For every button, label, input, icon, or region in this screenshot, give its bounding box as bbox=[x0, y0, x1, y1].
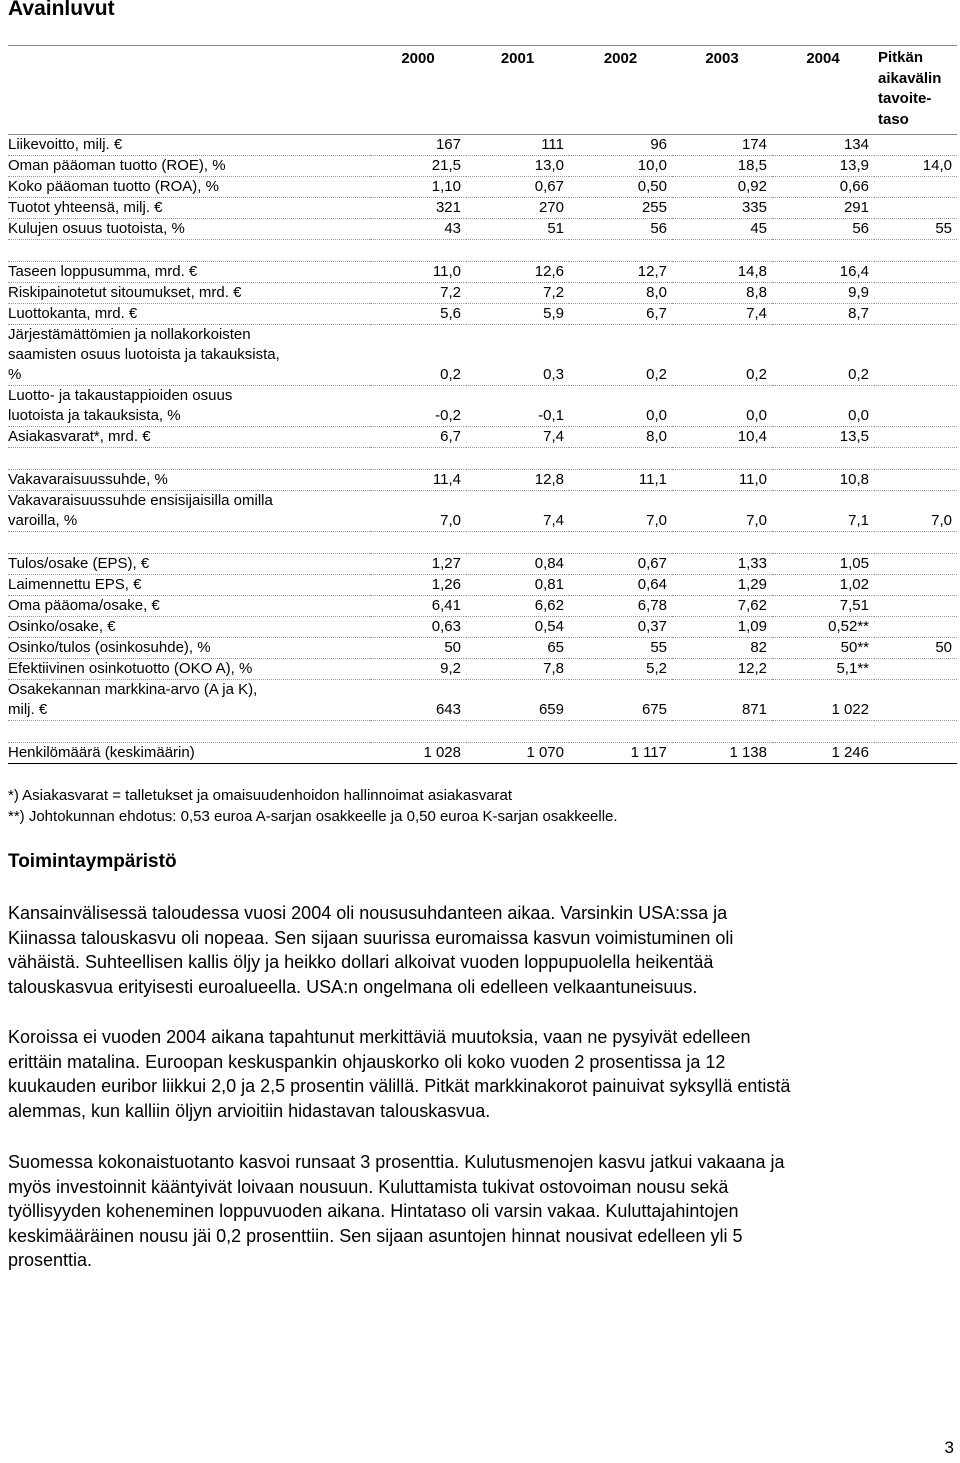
table-header-row bbox=[8, 46, 957, 135]
row-label-line: Luottokanta, mrd. € bbox=[8, 305, 138, 322]
paragraph-line: prosenttia. bbox=[8, 1250, 93, 1271]
row-label bbox=[8, 156, 370, 177]
row-label-line: Osakekannan markkina-arvo (A ja K), bbox=[8, 681, 258, 698]
spacer-cell bbox=[8, 532, 370, 554]
row-label bbox=[8, 219, 370, 240]
target-cell bbox=[874, 325, 957, 386]
value-cell: 5,2 bbox=[569, 659, 672, 680]
row-label bbox=[8, 596, 370, 617]
paragraph-line: myös investoinnit kääntyivät loivaan nousuun. Kuluttamista tukivat ostovoiman nousu sekä bbox=[8, 1176, 729, 1197]
spacer-cell bbox=[569, 721, 672, 743]
row-label-line: Asiakasvarat*, mrd. € bbox=[8, 428, 151, 445]
target-cell bbox=[874, 177, 957, 198]
table-row bbox=[8, 283, 957, 304]
row-label-line: Kulujen osuus tuotoista, % bbox=[8, 220, 185, 237]
target-cell bbox=[874, 427, 957, 448]
value-cell: 11,4 bbox=[370, 470, 466, 491]
row-label-line: Osinko/osake, € bbox=[8, 618, 116, 635]
row-label bbox=[8, 135, 370, 156]
row-label bbox=[8, 617, 370, 638]
table-row bbox=[8, 135, 957, 156]
row-label bbox=[8, 177, 370, 198]
spacer-cell bbox=[466, 448, 569, 470]
spacer-cell bbox=[466, 532, 569, 554]
row-label-line: Efektiivinen osinkotuotto (OKO A), % bbox=[8, 660, 253, 677]
target-cell: 7,0 bbox=[874, 491, 957, 532]
value-cell: 255 bbox=[569, 198, 672, 219]
spacer-cell bbox=[8, 448, 370, 470]
target-cell bbox=[874, 386, 957, 427]
paragraph-line: Kiinassa talouskasvu oli nopeaa. Sen sijaan suurissa euromaissa kasvun voimistuminen oli bbox=[8, 927, 734, 948]
spacer-cell bbox=[874, 240, 957, 262]
row-label bbox=[8, 198, 370, 219]
spacer-cell bbox=[569, 532, 672, 554]
value-cell: 7,0 bbox=[672, 491, 772, 532]
value-cell: 0,0 bbox=[569, 386, 672, 427]
row-label-line: saamisten osuus luotoista ja takauksista, bbox=[8, 346, 280, 363]
footnotes bbox=[8, 785, 618, 827]
value-cell: 12,6 bbox=[466, 262, 569, 283]
paragraph-line: Koroissa ei vuoden 2004 aikana tapahtunut merkittäviä muutoksia, vaan ne pysyivät edelleen bbox=[8, 1027, 751, 1047]
year-header: 2001 bbox=[466, 46, 569, 135]
value-cell: 6,62 bbox=[466, 596, 569, 617]
section-title: Toimintaympäristö bbox=[8, 851, 177, 872]
value-cell: 6,7 bbox=[370, 427, 466, 448]
value-cell: 7,4 bbox=[466, 427, 569, 448]
spacer-cell bbox=[569, 448, 672, 470]
paragraph-line: talouskasvua erityisesti euroalueella. USA:n ongelmana oli edelleen velkaantuneisuus. bbox=[8, 976, 698, 997]
value-cell: 1,26 bbox=[370, 575, 466, 596]
table-spacer-row bbox=[8, 721, 957, 743]
value-cell: 0,50 bbox=[569, 177, 672, 198]
page-title: Avainluvut bbox=[8, 0, 115, 20]
value-cell: 43 bbox=[370, 219, 466, 240]
value-cell: 55 bbox=[569, 638, 672, 659]
target-cell bbox=[874, 617, 957, 638]
value-cell: 16,4 bbox=[772, 262, 874, 283]
value-cell: 1 117 bbox=[569, 743, 672, 764]
value-cell: 11,1 bbox=[569, 470, 672, 491]
row-label-line: % bbox=[8, 366, 22, 383]
target-cell bbox=[874, 596, 957, 617]
target-cell bbox=[874, 198, 957, 219]
spacer-cell bbox=[370, 721, 466, 743]
target-cell bbox=[874, 680, 957, 721]
paragraph bbox=[8, 901, 948, 999]
table-row bbox=[8, 575, 957, 596]
row-label-line: Taseen loppusumma, mrd. € bbox=[8, 263, 198, 280]
spacer-cell bbox=[672, 448, 772, 470]
value-cell: 12,2 bbox=[672, 659, 772, 680]
value-cell: 270 bbox=[466, 198, 569, 219]
value-cell: 50** bbox=[772, 638, 874, 659]
value-cell: 8,7 bbox=[772, 304, 874, 325]
value-cell: 0,2 bbox=[672, 325, 772, 386]
value-cell: 6,7 bbox=[569, 304, 672, 325]
row-label-line: Laimennettu EPS, € bbox=[8, 576, 142, 593]
spacer-cell bbox=[874, 721, 957, 743]
value-cell: 1 246 bbox=[772, 743, 874, 764]
value-cell: 1,29 bbox=[672, 575, 772, 596]
target-cell bbox=[874, 304, 957, 325]
value-cell: 7,1 bbox=[772, 491, 874, 532]
paragraph-line: vähäistä. Suhteellisen kallis öljy ja heikko dollari alkoivat vuoden loppupuolella heikentää bbox=[8, 952, 714, 973]
spacer-cell bbox=[772, 448, 874, 470]
header-label-cell bbox=[8, 46, 370, 135]
table-row bbox=[8, 386, 957, 427]
row-label-line: Tuotot yhteensä, milj. € bbox=[8, 199, 163, 216]
target-cell: 55 bbox=[874, 219, 957, 240]
value-cell: 0,2 bbox=[772, 325, 874, 386]
target-cell bbox=[874, 470, 957, 491]
value-cell: 0,0 bbox=[672, 386, 772, 427]
paragraph bbox=[8, 1150, 948, 1273]
row-label bbox=[8, 638, 370, 659]
spacer-cell bbox=[874, 532, 957, 554]
year-header: 2003 bbox=[672, 46, 772, 135]
table-row bbox=[8, 198, 957, 219]
table-row bbox=[8, 325, 957, 386]
table-row bbox=[8, 177, 957, 198]
row-label-line: milj. € bbox=[8, 701, 48, 718]
target-cell bbox=[874, 262, 957, 283]
table-body bbox=[8, 135, 957, 764]
value-cell: 82 bbox=[672, 638, 772, 659]
target-cell bbox=[874, 554, 957, 575]
paragraph-line: työllisyyden koheneminen loppuvuoden aikana. Hintataso oli varsin vakaa. Kuluttajahintojen bbox=[8, 1201, 739, 1222]
value-cell: 8,0 bbox=[569, 283, 672, 304]
table-row bbox=[8, 638, 957, 659]
value-cell: 0,3 bbox=[466, 325, 569, 386]
row-label-line: Koko pääoman tuotto (ROA), % bbox=[8, 178, 219, 195]
table-row bbox=[8, 659, 957, 680]
spacer-cell bbox=[370, 448, 466, 470]
spacer-cell bbox=[569, 240, 672, 262]
value-cell: 12,8 bbox=[466, 470, 569, 491]
value-cell: 1 070 bbox=[466, 743, 569, 764]
value-cell: 50 bbox=[370, 638, 466, 659]
paragraph-line: erittäin matalina. Euroopan keskuspankin ohjauskorko oli koko vuoden 2 prosentissa ja 12 bbox=[8, 1051, 726, 1072]
row-label-line: Luotto- ja takaustappioiden osuus bbox=[8, 387, 233, 404]
row-label-line: Tulos/osake (EPS), € bbox=[8, 555, 150, 572]
value-cell: 5,6 bbox=[370, 304, 466, 325]
year-header: 2004 bbox=[772, 46, 874, 135]
value-cell: 10,4 bbox=[672, 427, 772, 448]
spacer-cell bbox=[8, 240, 370, 262]
table-row bbox=[8, 427, 957, 448]
value-cell: 659 bbox=[466, 680, 569, 721]
value-cell: 335 bbox=[672, 198, 772, 219]
table-row bbox=[8, 156, 957, 177]
footnote: *) Asiakasvarat = talletukset ja omaisuudenhoidon hallinnoimat asiakasvarat bbox=[8, 787, 513, 804]
value-cell: 0,67 bbox=[466, 177, 569, 198]
value-cell: 7,0 bbox=[370, 491, 466, 532]
footnote: **) Johtokunnan ehdotus: 0,53 euroa A-sarjan osakkeelle ja 0,50 euroa K-sarjan osakkeelle. bbox=[8, 808, 618, 825]
paragraph-line: kuukauden euribor liikkui 2,0 ja 2,5 prosentin välillä. Pitkät markkinakorot painuivat syksyllä entistä bbox=[8, 1076, 791, 1097]
value-cell: 8,8 bbox=[672, 283, 772, 304]
value-cell: 7,8 bbox=[466, 659, 569, 680]
target-cell bbox=[874, 659, 957, 680]
value-cell: 12,7 bbox=[569, 262, 672, 283]
value-cell: -0,1 bbox=[466, 386, 569, 427]
row-label bbox=[8, 554, 370, 575]
row-label-line: Järjestämättömien ja nollakorkoisten bbox=[8, 326, 251, 343]
row-label bbox=[8, 283, 370, 304]
value-cell: 5,1** bbox=[772, 659, 874, 680]
value-cell: 13,0 bbox=[466, 156, 569, 177]
value-cell: 1,02 bbox=[772, 575, 874, 596]
value-cell: 8,0 bbox=[569, 427, 672, 448]
value-cell: 10,8 bbox=[772, 470, 874, 491]
table-row bbox=[8, 680, 957, 721]
table-row bbox=[8, 470, 957, 491]
paragraph-line: Suomessa kokonaistuotanto kasvoi runsaat 3 prosenttia. Kulutusmenojen kasvu jatkui vakaana ja bbox=[8, 1152, 785, 1172]
table-row bbox=[8, 596, 957, 617]
value-cell: 18,5 bbox=[672, 156, 772, 177]
value-cell: 871 bbox=[672, 680, 772, 721]
row-label-line: luotoista ja takauksista, % bbox=[8, 407, 181, 424]
row-label-line: Osinko/tulos (osinkosuhde), % bbox=[8, 639, 211, 656]
paragraph-line: keskimääräinen nousu jäi 0,2 prosenttiin. Sen sijaan asuntojen hinnat nousivat edelleen yli 5 bbox=[8, 1225, 743, 1246]
value-cell: 21,5 bbox=[370, 156, 466, 177]
spacer-cell bbox=[466, 721, 569, 743]
value-cell: 0,2 bbox=[370, 325, 466, 386]
row-label bbox=[8, 491, 370, 532]
row-label bbox=[8, 386, 370, 427]
row-label-line: varoilla, % bbox=[8, 512, 78, 529]
row-label bbox=[8, 262, 370, 283]
row-label-line: Vakavaraisuussuhde ensisijaisilla omilla bbox=[8, 492, 273, 509]
value-cell: 9,2 bbox=[370, 659, 466, 680]
row-label bbox=[8, 470, 370, 491]
value-cell: 1,33 bbox=[672, 554, 772, 575]
row-label bbox=[8, 743, 370, 764]
value-cell: 0,37 bbox=[569, 617, 672, 638]
spacer-cell bbox=[8, 721, 370, 743]
value-cell: 6,41 bbox=[370, 596, 466, 617]
target-header-line: taso bbox=[878, 110, 909, 128]
row-label bbox=[8, 427, 370, 448]
row-label bbox=[8, 575, 370, 596]
target-cell: 50 bbox=[874, 638, 957, 659]
spacer-cell bbox=[874, 448, 957, 470]
row-label-line: Liikevoitto, milj. € bbox=[8, 136, 123, 153]
value-cell: 291 bbox=[772, 198, 874, 219]
table-spacer-row bbox=[8, 532, 957, 554]
value-cell: 1,09 bbox=[672, 617, 772, 638]
value-cell: 7,4 bbox=[466, 491, 569, 532]
paragraph-line: Kansainvälisessä taloudessa vuosi 2004 oli noususuhdanteen aikaa. Varsinkin USA:ssa ja bbox=[8, 903, 728, 923]
value-cell: 0,0 bbox=[772, 386, 874, 427]
value-cell: 6,78 bbox=[569, 596, 672, 617]
value-cell: 14,8 bbox=[672, 262, 772, 283]
value-cell: 1,27 bbox=[370, 554, 466, 575]
table-row bbox=[8, 262, 957, 283]
row-label bbox=[8, 659, 370, 680]
value-cell: 1 138 bbox=[672, 743, 772, 764]
value-cell: 7,2 bbox=[466, 283, 569, 304]
value-cell: 56 bbox=[569, 219, 672, 240]
key-figures-table bbox=[8, 45, 957, 764]
target-header-line: tavoite- bbox=[878, 90, 932, 107]
value-cell: 0,63 bbox=[370, 617, 466, 638]
target-header-line: aikavälin bbox=[878, 69, 942, 87]
year-header: 2000 bbox=[370, 46, 466, 135]
target-cell bbox=[874, 135, 957, 156]
target-cell bbox=[874, 283, 957, 304]
value-cell: 65 bbox=[466, 638, 569, 659]
value-cell: 7,0 bbox=[569, 491, 672, 532]
value-cell: 111 bbox=[466, 135, 569, 156]
table-row bbox=[8, 554, 957, 575]
row-label bbox=[8, 304, 370, 325]
value-cell: 0,52** bbox=[772, 617, 874, 638]
row-label-line: Henkilömäärä (keskimäärin) bbox=[8, 744, 195, 761]
value-cell: 0,84 bbox=[466, 554, 569, 575]
row-label-line: Oman pääoman tuotto (ROE), % bbox=[8, 157, 226, 174]
spacer-cell bbox=[370, 532, 466, 554]
row-label-line: Vakavaraisuussuhde, % bbox=[8, 471, 168, 488]
value-cell: 7,62 bbox=[672, 596, 772, 617]
row-label bbox=[8, 325, 370, 386]
paragraph bbox=[8, 1025, 948, 1123]
table-row bbox=[8, 304, 957, 325]
spacer-cell bbox=[772, 721, 874, 743]
value-cell: 0,67 bbox=[569, 554, 672, 575]
value-cell: 1,10 bbox=[370, 177, 466, 198]
value-cell: 9,9 bbox=[772, 283, 874, 304]
value-cell: 0,81 bbox=[466, 575, 569, 596]
target-cell bbox=[874, 575, 957, 596]
value-cell: 10,0 bbox=[569, 156, 672, 177]
spacer-cell bbox=[672, 532, 772, 554]
target-cell: 14,0 bbox=[874, 156, 957, 177]
row-label-line: Riskipainotetut sitoumukset, mrd. € bbox=[8, 284, 242, 301]
target-header-line: Pitkän bbox=[878, 49, 924, 66]
value-cell: 134 bbox=[772, 135, 874, 156]
table-row bbox=[8, 617, 957, 638]
value-cell: 56 bbox=[772, 219, 874, 240]
value-cell: 0,54 bbox=[466, 617, 569, 638]
spacer-cell bbox=[466, 240, 569, 262]
spacer-cell bbox=[772, 240, 874, 262]
table-row bbox=[8, 743, 957, 764]
value-cell: 13,5 bbox=[772, 427, 874, 448]
spacer-cell bbox=[672, 721, 772, 743]
value-cell: 0,64 bbox=[569, 575, 672, 596]
value-cell: 7,4 bbox=[672, 304, 772, 325]
value-cell: 643 bbox=[370, 680, 466, 721]
spacer-cell bbox=[672, 240, 772, 262]
value-cell: 11,0 bbox=[370, 262, 466, 283]
value-cell: 5,9 bbox=[466, 304, 569, 325]
value-cell: 7,51 bbox=[772, 596, 874, 617]
row-label bbox=[8, 680, 370, 721]
paragraph-line: alemmas, kun kalliin öljyn arvioitiin hidastavan talouskasvua. bbox=[8, 1100, 491, 1121]
target-header bbox=[874, 46, 957, 135]
value-cell: 167 bbox=[370, 135, 466, 156]
table-spacer-row bbox=[8, 240, 957, 262]
table-row bbox=[8, 219, 957, 240]
spacer-cell bbox=[370, 240, 466, 262]
value-cell: 0,66 bbox=[772, 177, 874, 198]
value-cell: 1 022 bbox=[772, 680, 874, 721]
value-cell: 174 bbox=[672, 135, 772, 156]
value-cell: 321 bbox=[370, 198, 466, 219]
row-label-line: Oma pääoma/osake, € bbox=[8, 597, 160, 614]
value-cell: 11,0 bbox=[672, 470, 772, 491]
table-row bbox=[8, 491, 957, 532]
value-cell: 1,05 bbox=[772, 554, 874, 575]
value-cell: -0,2 bbox=[370, 386, 466, 427]
value-cell: 1 028 bbox=[370, 743, 466, 764]
target-cell bbox=[874, 743, 957, 764]
value-cell: 675 bbox=[569, 680, 672, 721]
value-cell: 7,2 bbox=[370, 283, 466, 304]
value-cell: 0,92 bbox=[672, 177, 772, 198]
value-cell: 96 bbox=[569, 135, 672, 156]
year-header: 2002 bbox=[569, 46, 672, 135]
value-cell: 51 bbox=[466, 219, 569, 240]
page-number: 3 bbox=[944, 1438, 954, 1457]
value-cell: 45 bbox=[672, 219, 772, 240]
value-cell: 0,2 bbox=[569, 325, 672, 386]
table-spacer-row bbox=[8, 448, 957, 470]
value-cell: 13,9 bbox=[772, 156, 874, 177]
spacer-cell bbox=[772, 532, 874, 554]
